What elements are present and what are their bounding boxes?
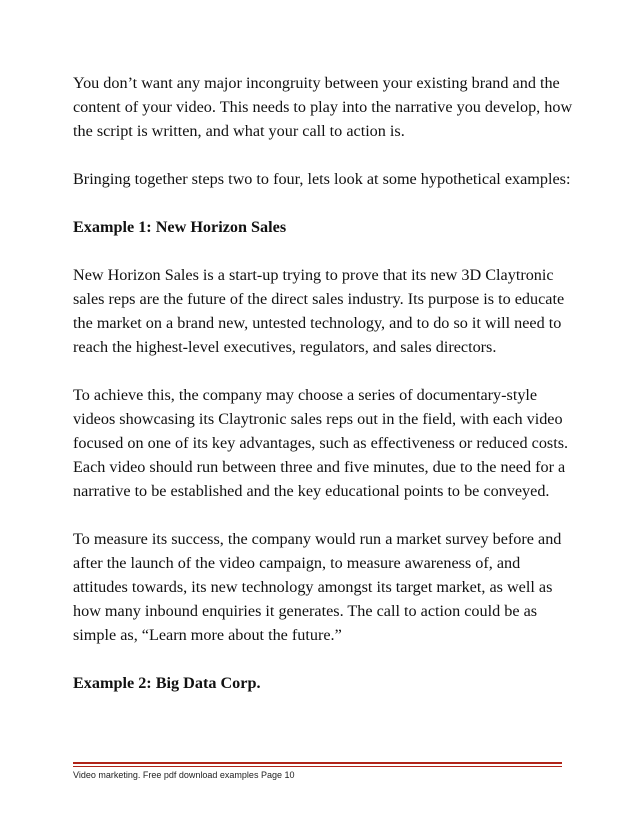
- heading-example-2: Example 2: Big Data Corp.: [73, 674, 261, 692]
- page-footer: Video marketing. Free pdf download examples Page 10: [73, 770, 295, 780]
- footer-rule-thin: [73, 766, 562, 767]
- paragraph-brand-incongruity: You don’t want any major incongruity between your existing brand and the content of your video. This needs to play into the narrative you develop, how the script is written, and what your call to action is.: [73, 74, 573, 140]
- paragraph-new-horizon-intro: New Horizon Sales is a start-up trying to prove that its new 3D Claytronic sales reps are the future of the direct sales industry. Its purpose is to educate the market on a brand new, untested technology, and to do so it will need to reach the highest-level executives, regulators, and sales directors.: [73, 266, 565, 356]
- paragraph-new-horizon-videos: To achieve this, the company may choose a series of documentary-style videos showcasing its Claytronic sales reps out in the field, with each video focused on one of its key advantages, such as effectiveness or reduced costs. Each video should run between three and five minutes, due to the need for a narrative to be established and the key educational points to be conveyed.: [73, 386, 569, 500]
- paragraph-new-horizon-measure: To measure its success, the company would run a market survey before and after the launch of the video campaign, to measure awareness of, and attitudes towards, its new technology amongst its target market, as well as how many inbound enquiries it generates. The call to action could be as simple as, “Learn more about the future.”: [73, 530, 562, 644]
- footer-rule-thick: [73, 762, 562, 764]
- heading-example-1: Example 1: New Horizon Sales: [73, 218, 287, 236]
- paragraph-examples-intro: Bringing together steps two to four, lets look at some hypothetical examples:: [73, 170, 571, 188]
- body-text: [73, 71, 573, 719]
